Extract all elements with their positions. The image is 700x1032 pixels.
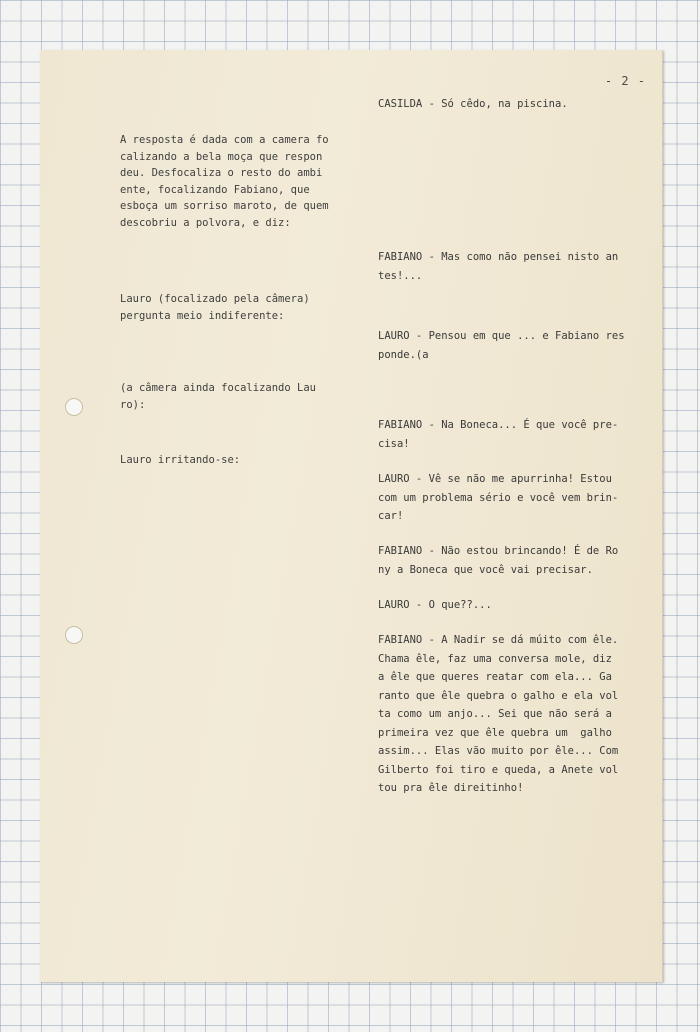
dialogue-line: LAURO - Vê se não me apurrinha! Estou com um problema sério e você vem brin- car! <box>378 473 619 522</box>
dialogue-line: FABIANO - Não estou brincando! É de Ro ny a Boneca que você vai precisar. <box>378 545 619 576</box>
stage-direction: Lauro irritando-se: <box>120 454 241 466</box>
stage-direction: (a câmera ainda focalizando Lau ro): <box>120 382 316 411</box>
stage-direction: Lauro (focalizado pela câmera) pergunta meio indiferente: <box>120 293 310 322</box>
dialogue-line: FABIANO - A Nadir se dá múito com êle. Chama êle, faz uma conversa mole, diz a êle que queres reatar com ela... Ga ranto que êle quebra o galho e ela vol ta como um anjo... Sei que não será a primeira vez que êle quebra um galho assim... Elas vão muito por êle... Com Gilberto foi tiro e queda, a Anete vol tou pra êle direitinho! <box>378 634 619 794</box>
dialogue-line: LAURO - O que??... <box>378 599 492 611</box>
page-number: - 2 - <box>604 74 646 88</box>
dialogue-line: FABIANO - Na Boneca... É que você pre- cisa! <box>378 419 619 450</box>
dialogue-line: FABIANO - Mas como não pensei nisto an tes!... <box>378 251 619 282</box>
punch-hole <box>65 626 83 644</box>
typewritten-page <box>40 50 663 982</box>
dialogue-line: LAURO - Pensou em que ... e Fabiano res ponde.(a <box>378 330 625 361</box>
stage-direction: A resposta é dada com a camera fo calizando a bela moça que respon deu. Desfocaliza o resto do ambi ente, focalizando Fabiano, que esboça um sorriso maroto, de quem descobriu a polvora, e diz: <box>120 134 329 229</box>
dialogue-line: CASILDA - Só cêdo, na piscina. <box>378 98 568 110</box>
punch-hole <box>65 398 83 416</box>
